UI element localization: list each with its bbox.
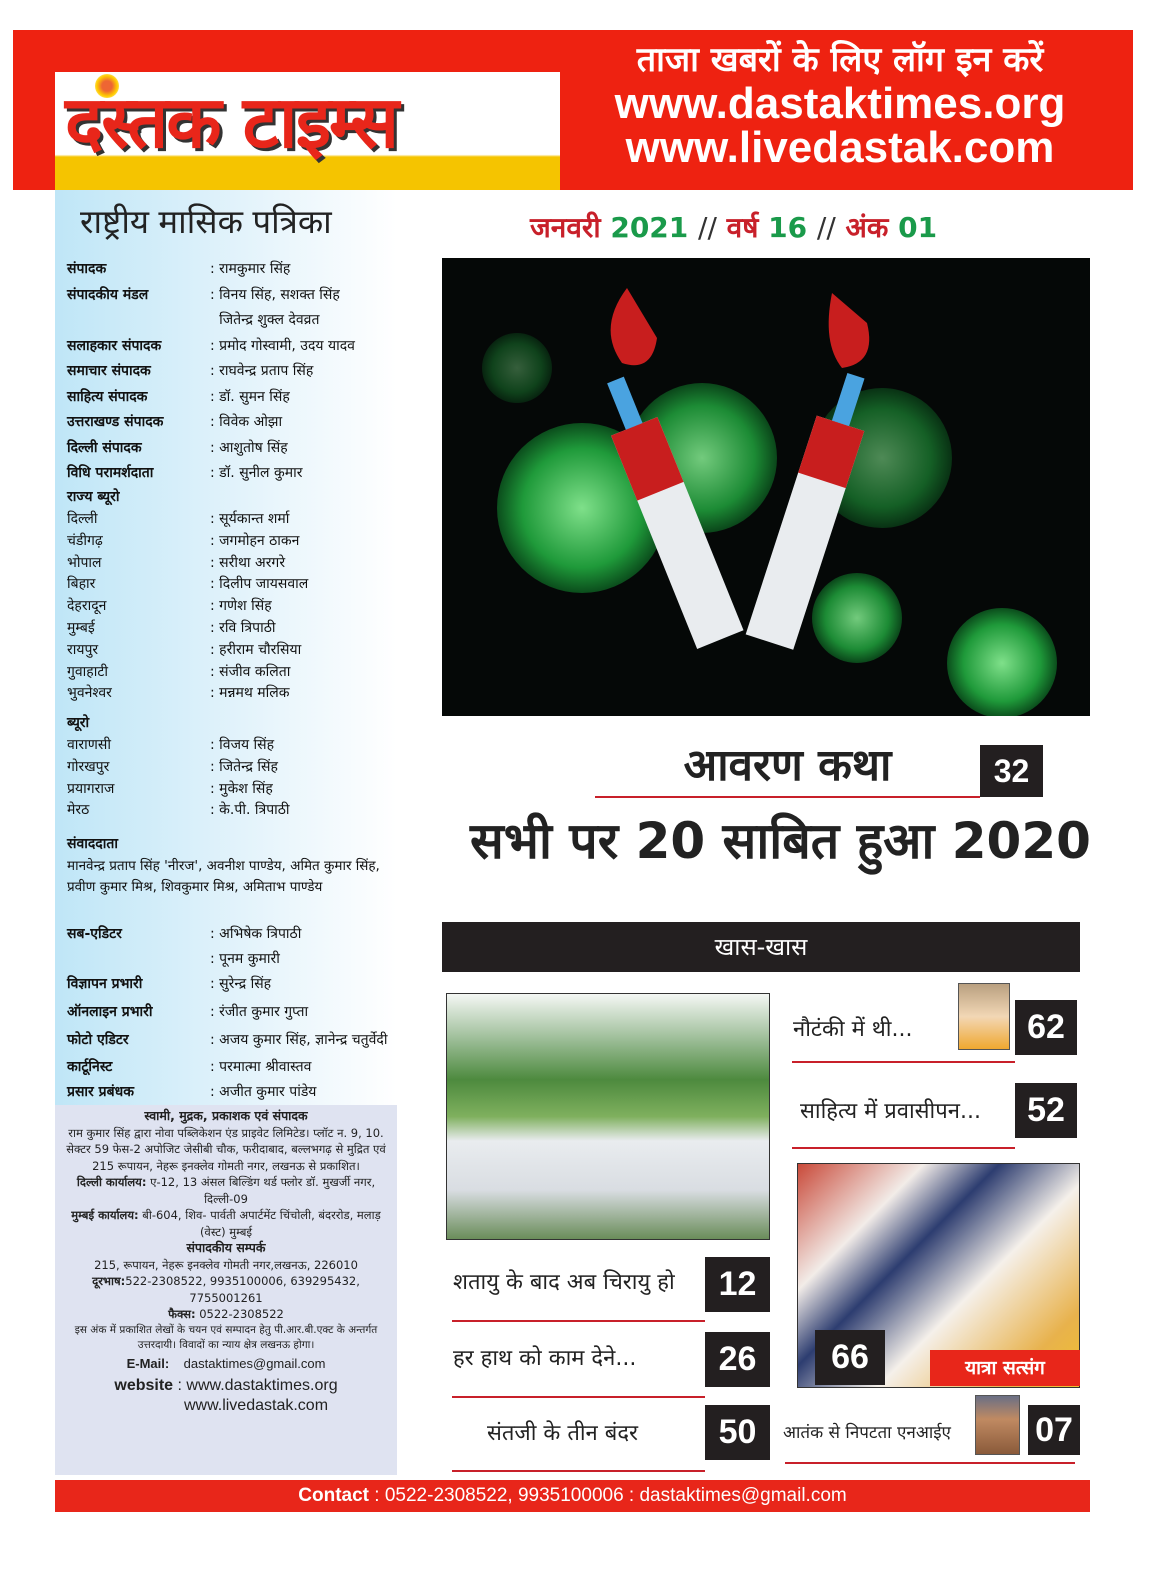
colon: : — [210, 511, 220, 527]
issue-month: जनवरी — [530, 211, 601, 244]
building-photo — [446, 993, 770, 1240]
publisher-text: राम कुमार सिंह द्वारा नोवा पब्लिकेशन एंड प्राइवेट लिमिटेड। प्लॉट न. 9, 10. सेक्टर 59 फेस-2 अपोजिट जेसीबी चौक, फरीदाबाद, बल्लभगढ़ से मुद्रित एवं 215 रूपायन, नेहरू इनक्लेव गोमती नगर, लखनऊ से प्रकाशित। — [66, 1125, 386, 1173]
role-label: ऑनलाइन प्रभारी — [67, 1004, 153, 1020]
person-name: गणेश सिंह — [219, 598, 272, 615]
role-label: कार्टूनिस्ट — [67, 1059, 113, 1075]
email-link[interactable]: dastaktimes@gmail.com — [183, 1355, 326, 1371]
colon: : — [210, 926, 220, 942]
contact-text: : 0522-2308522, 9935100006 : dastaktimes@gmail.com — [374, 1485, 847, 1506]
ank-number: 01 — [898, 211, 938, 244]
role-label: उत्तराखण्ड संपादक — [67, 414, 164, 430]
person-name: अजय कुमार सिंह, ज्ञानेन्द्र चतुर्वेदी — [219, 1032, 388, 1048]
website-label: website — [114, 1376, 174, 1394]
varsh-label: वर्ष — [726, 211, 759, 244]
role-label: रायपुर — [67, 641, 99, 658]
person-name: दिलीप जायसवाल — [219, 576, 309, 593]
person-name: सुरेन्द्र सिंह — [219, 976, 272, 992]
website-link-2[interactable]: www.livedastak.com — [183, 1396, 329, 1414]
toc-item-title[interactable]: यात्रा सत्संग — [930, 1350, 1080, 1386]
imprint-row — [67, 438, 288, 457]
toc-item-title[interactable]: साहित्य में प्रवासीपन... — [800, 1099, 981, 1124]
person-name: के.पी. त्रिपाठी — [219, 802, 290, 819]
promo-tagline: ताजा खबरों के लिए लॉग इन करें — [636, 40, 1044, 80]
header-promo — [570, 38, 1110, 170]
toc-item-page[interactable]: 26 — [705, 1332, 770, 1387]
mumbai-office: बी-604, शिव- पार्वती अपार्टमेंट चिंचोली, बंदररोड, मलाड़ (वेस्ट) मुम्बई — [142, 1208, 381, 1239]
contact-label: Contact — [298, 1485, 370, 1506]
role-label: दिल्ली संपादक — [67, 439, 142, 456]
toc-item-title[interactable]: नौटंकी में थी... — [793, 1017, 913, 1042]
cover-image-vaccine — [442, 258, 1090, 716]
person-name: डॉ. सुनील कुमार — [219, 465, 303, 481]
person-name: मुकेश सिंह — [219, 780, 273, 797]
role-label: सलाहकार संपादक — [67, 337, 162, 354]
varsh-number: 16 — [768, 211, 808, 244]
divider — [452, 1320, 705, 1322]
toc-item-page[interactable]: 07 — [1028, 1405, 1080, 1455]
colon: : — [210, 1084, 220, 1100]
logo — [55, 72, 560, 190]
person-name: प्रमोद गोस्वामी, उदय यादव — [219, 337, 355, 354]
role-label: फोटो एडिटर — [67, 1032, 129, 1048]
role-label: प्रयागराज — [67, 780, 115, 797]
imprint-row — [67, 974, 271, 993]
divider — [792, 1061, 1015, 1063]
colon: : — [210, 1004, 220, 1020]
imprint-row — [67, 531, 299, 550]
colon: : — [210, 976, 220, 992]
issue-line — [530, 208, 937, 246]
address: 215, रूपायन, नेहरू इनक्लेव गोमती नगर,लखनऊ, 226010 — [94, 1257, 358, 1272]
toc-item-title[interactable]: शतायु के बाद अब चिरायु हो — [453, 1270, 675, 1295]
colon: : — [210, 1059, 220, 1075]
divider — [452, 1470, 705, 1472]
author-photo — [975, 1395, 1020, 1455]
author-photo — [958, 983, 1010, 1050]
magazine-subtitle: राष्ट्रीय मासिक पत्रिका — [80, 202, 332, 241]
person-name: अभिषेक त्रिपाठी — [219, 926, 302, 942]
person-name: पूनम कुमारी — [219, 951, 280, 967]
person-name: राघवेन्द्र प्रताप सिंह — [219, 363, 314, 379]
role-label: मेरठ — [67, 802, 90, 819]
website-link-2[interactable]: www.livedastak.com — [625, 123, 1055, 172]
email-label: E-Mail: — [126, 1355, 170, 1371]
imprint-row — [67, 361, 313, 380]
colon: : — [210, 758, 220, 775]
role-label: प्रसार प्रबंधक — [67, 1084, 134, 1100]
person-name: सूर्यकान्त शर्मा — [219, 511, 290, 527]
logo-text: दस्तक टाइम्स — [65, 80, 398, 164]
colon: : — [210, 737, 220, 753]
colon: : — [210, 598, 220, 615]
correspondents-list: मानवेन्द्र प्रताप सिंह 'नीरज', अवनीश पाण्डेय, अमित कुमार सिंह, प्रवीण कुमार मिश्र, शिवकुमार मिश्र, अमिताभ पाण्डेय — [67, 858, 380, 895]
imprint-row — [67, 310, 319, 329]
cover-headline[interactable]: सभी पर 20 साबित हुआ 2020 — [470, 812, 1091, 870]
imprint-row — [67, 1030, 387, 1049]
website-link-1[interactable]: www.dastaktimes.org — [614, 79, 1066, 128]
colon: : — [210, 286, 220, 303]
person-name: हरीराम चौरसिया — [219, 641, 302, 658]
contact-title: संपादकीय सम्पर्क — [186, 1240, 266, 1255]
colon: : — [210, 641, 220, 658]
imprint-row — [67, 509, 289, 528]
imprint-row — [67, 683, 290, 702]
role-label: देहरादून — [67, 598, 107, 615]
imprint-row — [67, 259, 290, 278]
colon: : — [210, 388, 220, 405]
imprint-row — [67, 1082, 316, 1101]
person-name: परमात्मा श्रीवास्तव — [219, 1059, 312, 1075]
imprint-row — [67, 662, 290, 681]
delhi-office-label: दिल्ली कार्यालय: — [76, 1175, 147, 1189]
role-label: गुवाहाटी — [67, 663, 109, 680]
colon: : — [210, 532, 220, 549]
colon: : — [210, 414, 220, 430]
phone: 522-2308522, 9935100006, 639295432, 7755001261 — [125, 1274, 360, 1305]
person-name: जितेन्द्र सिंह — [219, 758, 278, 775]
separator: // — [698, 211, 717, 244]
person-name: विवेक ओझा — [219, 414, 283, 430]
toc-item-title[interactable]: हर हाथ को काम देने... — [453, 1346, 637, 1371]
person-name: सरीथा अरगरे — [219, 554, 286, 571]
role-label: साहित्य संपादक — [67, 388, 148, 405]
imprint-row — [67, 574, 308, 593]
role-label: संपादकीय मंडल — [67, 286, 149, 303]
publisher-title: स्वामी, मुद्रक, प्रकाशक एवं संपादक — [144, 1108, 308, 1123]
colon: : — [210, 951, 220, 967]
role-label: सब-एडिटर — [67, 926, 122, 942]
imprint-row — [67, 596, 272, 615]
person-name: अजीत कुमार पांडेय — [219, 1084, 317, 1100]
colon: : — [210, 780, 220, 797]
role-label: मुम्बई — [67, 620, 95, 636]
section-heading: संवाददाता — [67, 836, 118, 852]
person-name: विजय सिंह — [219, 737, 275, 753]
person-name: जितेन्द्र शुक्ल देवव्रत — [219, 312, 320, 328]
colon: : — [210, 465, 220, 481]
person-name: रामकुमार सिंह — [219, 261, 291, 277]
toc-item-page[interactable]: 50 — [705, 1405, 770, 1460]
footer-contact — [55, 1480, 1090, 1512]
colon: : — [210, 337, 220, 354]
imprint-row — [67, 387, 290, 406]
role-label: वाराणसी — [67, 737, 111, 753]
colon: : — [210, 1032, 220, 1048]
role-label: समाचार संपादक — [67, 363, 151, 379]
person-name: रंजीत कुमार गुप्ता — [219, 1004, 309, 1020]
fax: 0522-2308522 — [199, 1307, 284, 1321]
imprint-row — [67, 463, 302, 482]
toc-item-page[interactable]: 62 — [1015, 1000, 1077, 1055]
person-name: आशुतोष सिंह — [219, 439, 288, 456]
imprint-row — [67, 1002, 308, 1021]
mumbai-office-label: मुम्बई कार्यालय: — [71, 1208, 139, 1222]
divider — [452, 1396, 705, 1398]
imprint-row — [67, 285, 340, 304]
toc-item-page[interactable]: 52 — [1015, 1083, 1077, 1138]
role-label: बिहार — [67, 576, 96, 593]
colon: : — [210, 363, 220, 379]
role-label: गोरखपुर — [67, 758, 110, 775]
delhi-office: ए-12, 13 अंसल बिल्डिंग थर्ड फ्लोर डॉ. मुखर्जी नगर, दिल्ली-09 — [150, 1175, 376, 1206]
imprint-row — [67, 735, 274, 754]
imprint-row — [67, 336, 355, 355]
role-label: भोपाल — [67, 554, 102, 571]
person-name: मन्नमथ मलिक — [219, 685, 290, 702]
imprint-row — [67, 1057, 311, 1076]
colon: : — [210, 685, 220, 702]
imprint-row — [67, 779, 273, 798]
colon: : — [210, 802, 220, 819]
ank-label: अंक — [845, 211, 889, 244]
imprint-row — [67, 553, 285, 572]
colon: : — [210, 620, 220, 636]
person-name: डॉ. सुमन सिंह — [219, 388, 290, 405]
section-heading: राज्य ब्यूरो — [67, 489, 120, 505]
role-label: भुवनेश्वर — [67, 685, 112, 702]
colon: : — [210, 554, 220, 571]
imprint-row — [67, 949, 280, 968]
role-label: विज्ञापन प्रभारी — [67, 976, 143, 992]
fax-label: फैक्स: — [168, 1307, 196, 1321]
toc-item-page[interactable]: 66 — [815, 1330, 885, 1385]
publisher-info: स्वामी, मुद्रक, प्रकाशक एवं संपादक राम कुमार सिंह द्वारा नोवा पब्लिकेशन एंड प्राइवेट लिमिटेड। प्लॉट न. 9, 10. सेक्टर 59 फेस-2 अपोजिट जेसीबी चौक, फरीदाबाद, बल्लभगढ़ से मुद्रित एवं 215 रूपायन, नेहरू इनक्लेव गोमती नगर, लखनऊ से प्रकाशित। दिल्ली कार्यालय: ए-12, 13 अंसल बिल्डिंग थर्ड फ्लोर डॉ. मुखर्जी नगर, दिल्ली-09 मुम्बई कार्यालय: बी-604, शिव- पार्वती अपार्टमेंट चिंचोली, बंदररोड, मलाड़ (वेस्ट) मुम्बई संपादकीय सम्पर्क 215, रूपायन, नेहरू इनक्लेव गोमती नगर,लखनऊ, 226010 दूरभाष:522-2308522, 9935100006, 639295432, 7755001261 फैक्स: 0522-2308522 इस अंक में प्रकाशित लेखों के चयन एवं सम्पादन हेतु पी.आर.बी.एक्ट के अन्तर्गत उत्तरदायी। विवादों का न्याय क्षेत्र लखनऊ होगा। E-Mail: dastaktimes@gmail.com website : www.dastaktimes.org www.livedastak.com — [55, 1105, 397, 1475]
website-link-1[interactable]: www.dastaktimes.org — [186, 1376, 338, 1394]
role-label: चंडीगढ़ — [67, 532, 103, 549]
khas-khas-header: खास-खास — [442, 922, 1080, 972]
toc-item-title[interactable]: संतजी के तीन बंदर — [487, 1421, 638, 1446]
toc-item-title[interactable]: आतंक से निपटता एनआईए — [783, 1423, 951, 1443]
cover-story-label: आवरण कथा — [595, 740, 980, 798]
divider — [785, 1462, 1075, 1464]
imprint-row — [67, 924, 301, 943]
issue-year: 2021 — [610, 211, 689, 244]
separator: // — [816, 211, 836, 244]
imprint-row — [67, 800, 290, 819]
person-name: रवि त्रिपाठी — [219, 620, 276, 636]
colon: : — [210, 439, 220, 456]
imprint-row — [67, 640, 301, 659]
cover-story-page[interactable]: 32 — [980, 745, 1043, 797]
person-name: जगमोहन ठाकन — [219, 532, 300, 549]
colon: : — [210, 576, 220, 593]
divider — [792, 1147, 1015, 1149]
role-label: दिल्ली — [67, 511, 98, 527]
imprint-row — [67, 618, 275, 637]
disclaimer: इस अंक में प्रकाशित लेखों के चयन एवं सम्पादन हेतु पी.आर.बी.एक्ट के अन्तर्गत उत्तरदायी। विवादों का न्याय क्षेत्र लखनऊ होगा। — [74, 1323, 378, 1351]
section-heading: ब्यूरो — [67, 715, 90, 731]
imprint-row — [67, 757, 278, 776]
imprint-row — [67, 412, 282, 431]
toc-item-page[interactable]: 12 — [705, 1257, 770, 1312]
phone-label: दूरभाष: — [92, 1274, 126, 1288]
person-name: विनय सिंह, सशक्त सिंह — [219, 286, 340, 303]
person-name: संजीव कलिता — [219, 663, 291, 680]
colon: : — [210, 663, 220, 680]
colon: : — [210, 261, 220, 277]
role-label: संपादक — [67, 261, 107, 277]
role-label: विधि परामर्शदाता — [67, 465, 154, 481]
